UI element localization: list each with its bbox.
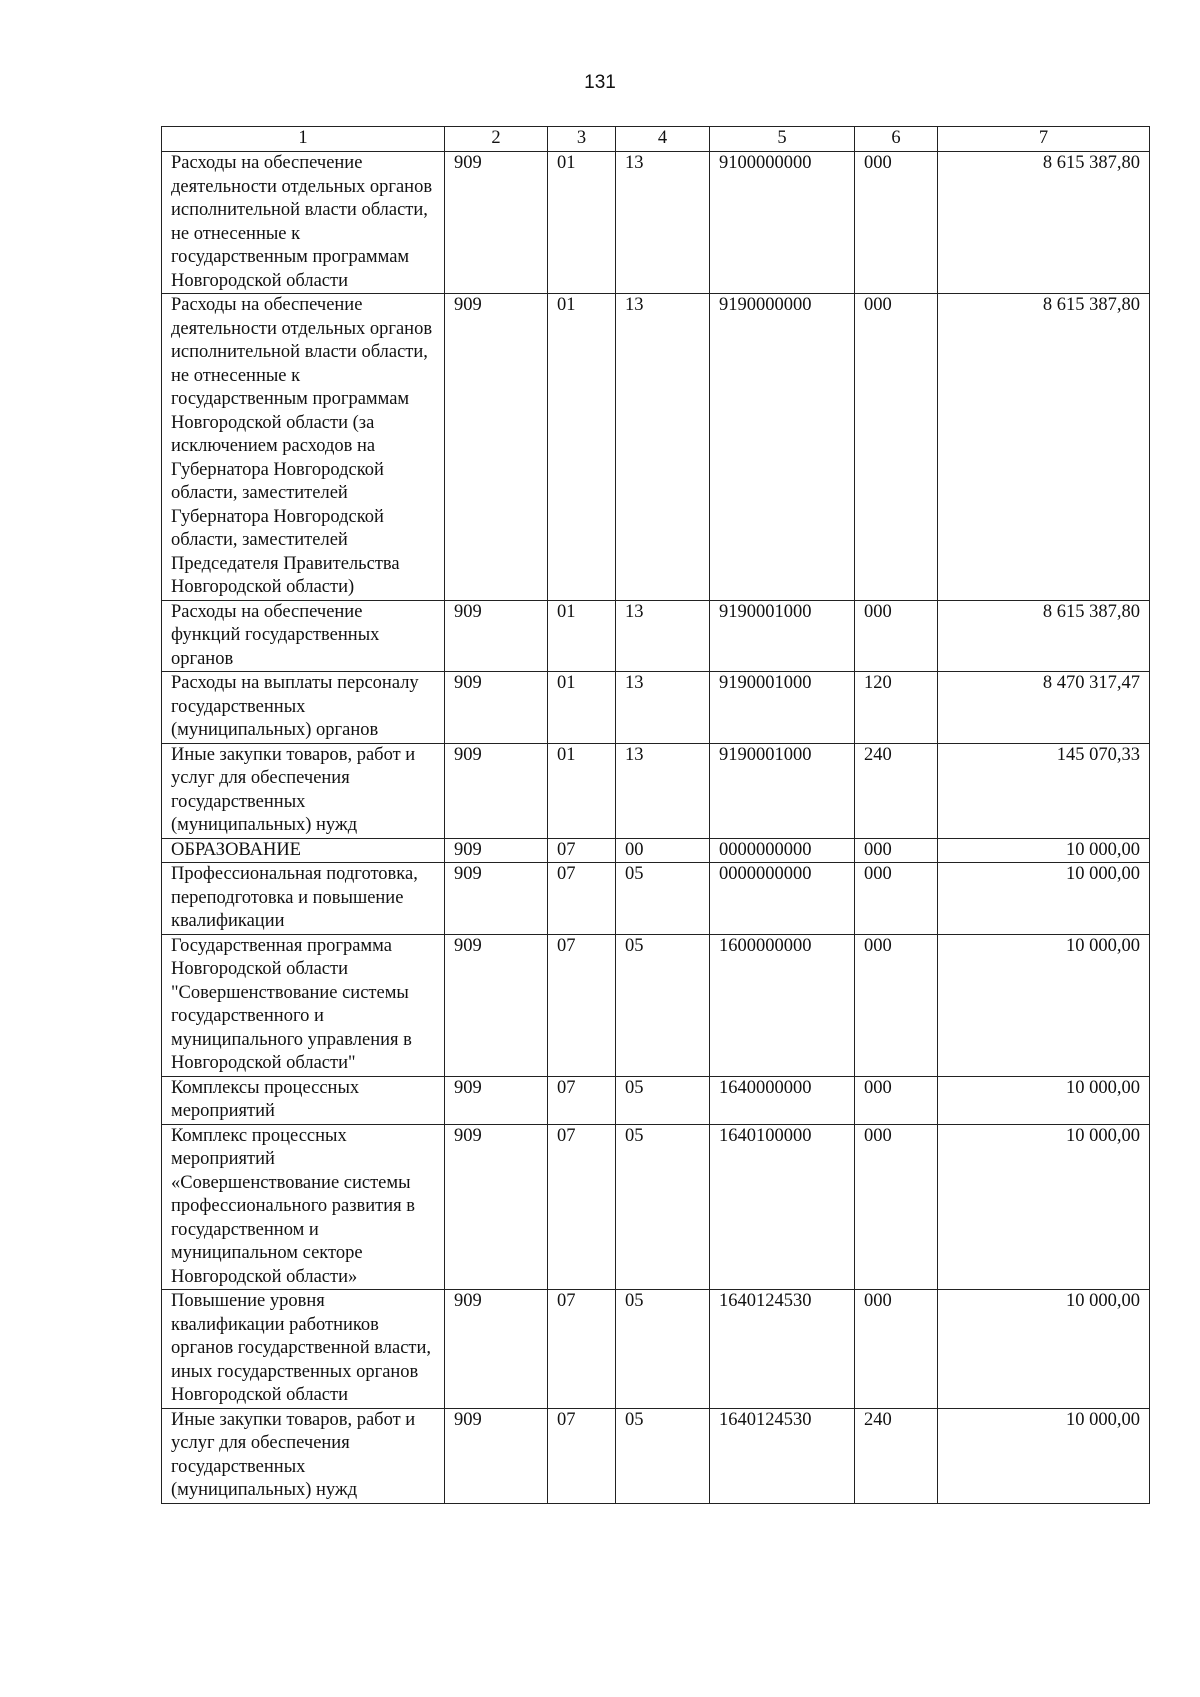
table-row bbox=[162, 863, 1150, 935]
expense-name-cell: Комплексы процессных мероприятий bbox=[162, 1076, 445, 1124]
expense-type-cell: 000 bbox=[855, 1290, 938, 1409]
amount-cell: 10 000,00 bbox=[938, 934, 1150, 1076]
section-code-cell: 07 bbox=[548, 1124, 616, 1290]
section-code-cell: 01 bbox=[548, 672, 616, 744]
expense-name-cell: Повышение уровня квалификации работников органов государственной власти, иных государственных органов Новгородской области bbox=[162, 1290, 445, 1409]
amount-cell: 8 615 387,80 bbox=[938, 294, 1150, 601]
expense-type-cell: 000 bbox=[855, 1076, 938, 1124]
expense-type-cell: 000 bbox=[855, 294, 938, 601]
subsection-code-cell: 05 bbox=[616, 863, 710, 935]
amount-cell: 145 070,33 bbox=[938, 743, 1150, 838]
ministry-code-cell: 909 bbox=[445, 1124, 548, 1290]
ministry-code-cell: 909 bbox=[445, 1408, 548, 1503]
amount-cell: 8 470 317,47 bbox=[938, 672, 1150, 744]
expense-name-cell: Комплекс процессных мероприятий «Совершенствование системы профессионального развития в государственном и муниципальном секторе Новгородской области» bbox=[162, 1124, 445, 1290]
amount-cell: 8 615 387,80 bbox=[938, 152, 1150, 294]
target-code-cell: 9100000000 bbox=[710, 152, 855, 294]
expense-name-cell: Государственная программа Новгородской области "Совершенствование системы государственного и муниципального управления в Новгородской области" bbox=[162, 934, 445, 1076]
header-row bbox=[162, 127, 1150, 152]
subsection-code-cell: 13 bbox=[616, 743, 710, 838]
table-row bbox=[162, 743, 1150, 838]
table-row bbox=[162, 152, 1150, 294]
amount-cell: 8 615 387,80 bbox=[938, 600, 1150, 672]
amount-cell: 10 000,00 bbox=[938, 1290, 1150, 1409]
ministry-code-cell: 909 bbox=[445, 743, 548, 838]
section-code-cell: 07 bbox=[548, 934, 616, 1076]
expense-type-cell: 120 bbox=[855, 672, 938, 744]
amount-cell: 10 000,00 bbox=[938, 1076, 1150, 1124]
expense-type-cell: 240 bbox=[855, 743, 938, 838]
expense-name-cell: Расходы на обеспечение деятельности отдельных органов исполнительной власти области, не отнесенные к государственным программам Новгородской области (за исключением расходов на Губернатора Новгородской области, заместителей Губернатора Новгородской области, заместителей Председателя Правительства Новгородской области) bbox=[162, 294, 445, 601]
ministry-code-cell: 909 bbox=[445, 600, 548, 672]
subsection-code-cell: 13 bbox=[616, 672, 710, 744]
subsection-code-cell: 05 bbox=[616, 934, 710, 1076]
ministry-code-cell: 909 bbox=[445, 294, 548, 601]
expense-type-cell: 000 bbox=[855, 152, 938, 294]
ministry-code-cell: 909 bbox=[445, 934, 548, 1076]
section-code-cell: 07 bbox=[548, 1290, 616, 1409]
subsection-code-cell: 13 bbox=[616, 600, 710, 672]
expense-name-cell: Иные закупки товаров, работ и услуг для обеспечения государственных (муниципальных) нужд bbox=[162, 1408, 445, 1503]
amount-cell: 10 000,00 bbox=[938, 838, 1150, 863]
table-row bbox=[162, 838, 1150, 863]
column-header-7: 7 bbox=[938, 127, 1150, 152]
table-row bbox=[162, 672, 1150, 744]
page-number: 131 bbox=[584, 72, 616, 93]
subsection-code-cell: 05 bbox=[616, 1124, 710, 1290]
target-code-cell: 9190001000 bbox=[710, 743, 855, 838]
table-row bbox=[162, 1124, 1150, 1290]
section-code-cell: 07 bbox=[548, 863, 616, 935]
table-row bbox=[162, 1290, 1150, 1409]
expense-type-cell: 240 bbox=[855, 1408, 938, 1503]
table-header bbox=[162, 127, 1150, 152]
expense-type-cell: 000 bbox=[855, 863, 938, 935]
target-code-cell: 1640100000 bbox=[710, 1124, 855, 1290]
expense-name-cell: Расходы на обеспечение функций государственных органов bbox=[162, 600, 445, 672]
table-row bbox=[162, 934, 1150, 1076]
column-header-2: 2 bbox=[445, 127, 548, 152]
column-header-3: 3 bbox=[548, 127, 616, 152]
target-code-cell: 9190000000 bbox=[710, 294, 855, 601]
expense-type-cell: 000 bbox=[855, 838, 938, 863]
target-code-cell: 0000000000 bbox=[710, 863, 855, 935]
budget-table bbox=[161, 126, 1150, 1504]
subsection-code-cell: 05 bbox=[616, 1408, 710, 1503]
column-header-6: 6 bbox=[855, 127, 938, 152]
ministry-code-cell: 909 bbox=[445, 1076, 548, 1124]
column-header-1: 1 bbox=[162, 127, 445, 152]
target-code-cell: 9190001000 bbox=[710, 672, 855, 744]
expense-name-cell: ОБРАЗОВАНИЕ bbox=[162, 838, 445, 863]
ministry-code-cell: 909 bbox=[445, 1290, 548, 1409]
target-code-cell: 0000000000 bbox=[710, 838, 855, 863]
subsection-code-cell: 13 bbox=[616, 294, 710, 601]
expense-name-cell: Расходы на выплаты персоналу государственных (муниципальных) органов bbox=[162, 672, 445, 744]
column-header-4: 4 bbox=[616, 127, 710, 152]
subsection-code-cell: 05 bbox=[616, 1076, 710, 1124]
section-code-cell: 01 bbox=[548, 743, 616, 838]
amount-cell: 10 000,00 bbox=[938, 1124, 1150, 1290]
expense-name-cell: Иные закупки товаров, работ и услуг для обеспечения государственных (муниципальных) нужд bbox=[162, 743, 445, 838]
expense-type-cell: 000 bbox=[855, 1124, 938, 1290]
ministry-code-cell: 909 bbox=[445, 152, 548, 294]
section-code-cell: 07 bbox=[548, 1408, 616, 1503]
table-row bbox=[162, 600, 1150, 672]
section-code-cell: 07 bbox=[548, 838, 616, 863]
subsection-code-cell: 05 bbox=[616, 1290, 710, 1409]
section-code-cell: 01 bbox=[548, 294, 616, 601]
section-code-cell: 01 bbox=[548, 600, 616, 672]
subsection-code-cell: 00 bbox=[616, 838, 710, 863]
target-code-cell: 1600000000 bbox=[710, 934, 855, 1076]
expense-type-cell: 000 bbox=[855, 600, 938, 672]
amount-cell: 10 000,00 bbox=[938, 1408, 1150, 1503]
column-header-5: 5 bbox=[710, 127, 855, 152]
ministry-code-cell: 909 bbox=[445, 863, 548, 935]
amount-cell: 10 000,00 bbox=[938, 863, 1150, 935]
target-code-cell: 1640124530 bbox=[710, 1290, 855, 1409]
section-code-cell: 01 bbox=[548, 152, 616, 294]
target-code-cell: 1640124530 bbox=[710, 1408, 855, 1503]
target-code-cell: 1640000000 bbox=[710, 1076, 855, 1124]
target-code-cell: 9190001000 bbox=[710, 600, 855, 672]
table-row bbox=[162, 294, 1150, 601]
expense-name-cell: Расходы на обеспечение деятельности отдельных органов исполнительной власти области, не отнесенные к государственным программам Новгородской области bbox=[162, 152, 445, 294]
table-row bbox=[162, 1076, 1150, 1124]
table-row bbox=[162, 1408, 1150, 1503]
ministry-code-cell: 909 bbox=[445, 672, 548, 744]
table-body bbox=[162, 152, 1150, 1504]
ministry-code-cell: 909 bbox=[445, 838, 548, 863]
expense-name-cell: Профессиональная подготовка, переподготовка и повышение квалификации bbox=[162, 863, 445, 935]
section-code-cell: 07 bbox=[548, 1076, 616, 1124]
expense-type-cell: 000 bbox=[855, 934, 938, 1076]
subsection-code-cell: 13 bbox=[616, 152, 710, 294]
